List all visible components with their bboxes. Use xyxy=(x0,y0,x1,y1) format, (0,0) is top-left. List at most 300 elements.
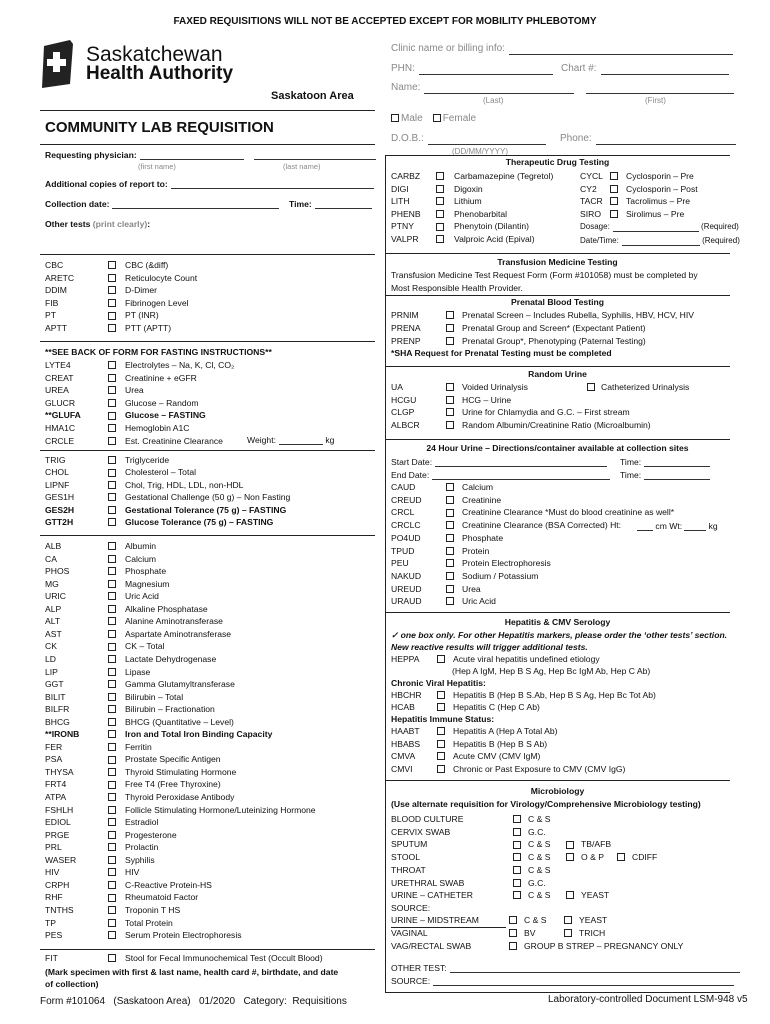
start-date-field[interactable] xyxy=(435,466,607,467)
test-checkbox[interactable] xyxy=(108,592,116,600)
urine24-label: Uric Acid xyxy=(462,596,496,607)
test-checkbox[interactable] xyxy=(108,469,116,477)
micro-option: C & S xyxy=(528,864,551,875)
test-row[interactable] xyxy=(45,480,243,490)
test-checkbox[interactable] xyxy=(108,542,116,550)
test-checkbox[interactable] xyxy=(108,668,116,676)
test-code: PHOS xyxy=(45,566,70,577)
datetime-required: (Required) xyxy=(702,236,740,245)
hep-code: HAABT xyxy=(391,726,420,736)
test-row[interactable] xyxy=(45,830,177,840)
test-row[interactable] xyxy=(45,754,221,764)
test-code: URIC xyxy=(45,591,67,602)
micro-option: G.C. xyxy=(528,877,546,888)
urine24-checkbox[interactable] xyxy=(446,483,454,491)
tdm-checkbox[interactable] xyxy=(610,197,618,205)
cm-label: cm Wt: xyxy=(655,521,683,531)
prenatal-row[interactable] xyxy=(391,336,646,346)
test-label: Gestational Tolerance (75 g) – FASTING xyxy=(125,504,287,515)
micro-checkbox[interactable] xyxy=(566,841,574,849)
weight-label: Weight: xyxy=(247,435,276,445)
test-checkbox[interactable] xyxy=(108,868,116,876)
physician-first-field[interactable] xyxy=(140,159,244,160)
hep-note-2: New reactive results will trigger additional tests. xyxy=(391,642,588,652)
hep-checkbox[interactable] xyxy=(437,703,445,711)
urine24-label: Protein Electrophoresis xyxy=(462,558,551,569)
transfusion-title: Transfusion Medicine Testing xyxy=(497,257,618,267)
test-checkbox[interactable] xyxy=(108,643,116,651)
urine24-row[interactable] xyxy=(391,584,481,594)
prenatal-label: Prenatal Group*, Phenotyping (Paternal Testing) xyxy=(462,335,646,346)
test-row[interactable] xyxy=(45,918,173,928)
test-checkbox[interactable] xyxy=(108,617,116,625)
tdm-row[interactable] xyxy=(391,196,482,206)
test-code: BHCG xyxy=(45,716,70,727)
test-row[interactable] xyxy=(45,892,198,902)
micro-row[interactable] xyxy=(391,878,566,888)
test-row[interactable] xyxy=(45,260,168,270)
copies-field[interactable] xyxy=(171,188,374,189)
micro-row[interactable] xyxy=(391,865,566,875)
urine24-row[interactable] xyxy=(391,507,674,517)
phn-field[interactable] xyxy=(419,74,553,75)
prenatal-checkbox[interactable] xyxy=(446,337,454,345)
hep-title: Hepatitis & CMV Serology xyxy=(504,617,611,627)
test-row[interactable] xyxy=(45,717,234,727)
trich-label: TRICH xyxy=(579,928,606,938)
test-checkbox[interactable] xyxy=(108,718,116,726)
test-row[interactable] xyxy=(45,604,208,614)
test-code: GES1H xyxy=(45,492,75,503)
test-row[interactable] xyxy=(45,930,242,940)
urine24-code: UREUD xyxy=(391,583,422,594)
micro-checkbox[interactable] xyxy=(513,815,521,823)
micro-checkbox[interactable] xyxy=(513,841,521,849)
fit-checkbox[interactable] xyxy=(108,954,116,962)
test-row[interactable] xyxy=(45,360,234,370)
test-checkbox[interactable] xyxy=(108,906,116,914)
test-row[interactable] xyxy=(45,792,234,802)
test-row[interactable] xyxy=(45,679,235,689)
test-checkbox[interactable] xyxy=(108,299,116,307)
tdm-row[interactable] xyxy=(580,209,684,219)
tdm-row[interactable] xyxy=(391,171,553,181)
urine24-checkbox[interactable] xyxy=(446,496,454,504)
micro-checkbox[interactable] xyxy=(513,891,521,899)
test-checkbox[interactable] xyxy=(108,881,116,889)
test-checkbox[interactable] xyxy=(108,324,116,332)
physician-last-field[interactable] xyxy=(254,159,376,160)
test-row[interactable] xyxy=(45,436,223,446)
urine24-checkbox[interactable] xyxy=(446,547,454,555)
hep-row[interactable] xyxy=(391,690,656,700)
test-checkbox[interactable] xyxy=(108,567,116,575)
test-checkbox[interactable] xyxy=(108,781,116,789)
tdm-row[interactable] xyxy=(580,196,690,206)
test-row[interactable] xyxy=(45,323,171,333)
test-checkbox[interactable] xyxy=(108,655,116,663)
test-checkbox[interactable] xyxy=(108,481,116,489)
urine24-checkbox[interactable] xyxy=(446,509,454,517)
first-name-field[interactable] xyxy=(586,93,734,94)
test-row[interactable] xyxy=(45,616,223,626)
end-time-label: Time: xyxy=(620,470,642,480)
test-row[interactable] xyxy=(45,566,166,576)
test-checkbox[interactable] xyxy=(108,856,116,864)
prenatal-checkbox[interactable] xyxy=(446,311,454,319)
tdm-row[interactable] xyxy=(580,184,698,194)
micro-option: O & P xyxy=(581,852,604,863)
clinic-field[interactable] xyxy=(509,54,733,55)
test-code: UREA xyxy=(45,385,69,396)
micro-specimen: URETHRAL SWAB xyxy=(391,877,465,888)
micro-row[interactable] xyxy=(391,852,668,862)
test-code: PRL xyxy=(45,842,62,853)
test-code: WASER xyxy=(45,854,77,865)
test-code: CREAT xyxy=(45,372,74,383)
test-row[interactable] xyxy=(45,641,165,651)
test-checkbox[interactable] xyxy=(108,605,116,613)
test-code: ALB xyxy=(45,541,62,551)
urine-row[interactable] xyxy=(391,395,511,405)
other-source-field[interactable] xyxy=(433,985,734,986)
tdm-checkbox[interactable] xyxy=(436,172,444,180)
chart-field[interactable] xyxy=(601,74,729,75)
test-checkbox[interactable] xyxy=(108,286,116,294)
test-row[interactable] xyxy=(45,554,156,564)
urine24-row[interactable] xyxy=(391,546,489,556)
urine24-title: 24 Hour Urine – Directions/container available at collection sites xyxy=(426,443,689,453)
urine24-code: CAUD xyxy=(391,482,416,492)
test-row[interactable] xyxy=(45,767,236,777)
end-time-field[interactable] xyxy=(644,479,710,480)
tdm-checkbox[interactable] xyxy=(436,197,444,205)
tdm-checkbox[interactable] xyxy=(436,235,444,243)
hep-label: Hepatitis B (Hep B S.Ab, Hep B S Ag, Hep Bc Tot Ab) xyxy=(453,690,656,700)
test-row[interactable] xyxy=(45,729,272,739)
test-row[interactable] xyxy=(45,629,231,639)
test-label: PTT (APTT) xyxy=(125,323,172,333)
kg24-label: kg xyxy=(708,521,718,531)
vag-rectal-label: VAG/RECTAL SWAB xyxy=(391,941,472,951)
phone-label: Phone: xyxy=(560,133,592,144)
hep-code: HBCHR xyxy=(391,690,422,700)
test-checkbox[interactable] xyxy=(108,374,116,382)
hep-row[interactable] xyxy=(391,726,557,736)
trich-checkbox[interactable] xyxy=(564,929,572,937)
tdm-row[interactable] xyxy=(391,234,535,244)
urine24-label: Creatinine Clearance *Must do blood creatinine as well* xyxy=(462,507,675,518)
test-row[interactable] xyxy=(45,273,197,283)
cath-checkbox[interactable] xyxy=(587,383,595,391)
prenatal-row[interactable] xyxy=(391,310,694,320)
test-checkbox[interactable] xyxy=(108,424,116,432)
urine-row[interactable] xyxy=(391,407,630,417)
hep-checkbox[interactable] xyxy=(437,691,445,699)
test-row[interactable] xyxy=(45,505,286,515)
height-field[interactable] xyxy=(637,530,653,531)
micro-checkbox[interactable] xyxy=(513,879,521,887)
top-notice: FAXED REQUISITIONS WILL NOT BE ACCEPTED EXCEPT FOR MOBILITY PHLEBOTOMY xyxy=(173,16,597,27)
hep-row[interactable] xyxy=(391,702,540,712)
test-row[interactable] xyxy=(45,398,199,408)
test-code: FSHLH xyxy=(45,804,74,815)
tdm-checkbox[interactable] xyxy=(610,210,618,218)
urine-row[interactable] xyxy=(391,420,651,430)
test-row[interactable] xyxy=(45,410,206,420)
urine24-row[interactable] xyxy=(391,533,503,543)
end-date-field[interactable] xyxy=(432,479,610,480)
start-time-field[interactable] xyxy=(644,466,710,467)
hep-label: Hepatitis C (Hep C Ab) xyxy=(453,702,540,713)
test-row[interactable] xyxy=(45,704,215,714)
test-label: Bilirubin – Total xyxy=(125,691,184,702)
test-row[interactable] xyxy=(45,779,221,789)
test-code: DDIM xyxy=(45,285,67,296)
test-label: Lipase xyxy=(125,666,151,677)
prenatal-row[interactable] xyxy=(391,323,645,333)
test-row[interactable] xyxy=(45,817,158,827)
hep-checkbox[interactable] xyxy=(437,765,445,773)
dosage-field[interactable] xyxy=(613,231,699,232)
transfusion-text-2: Most Responsible Health Provider. xyxy=(391,283,523,293)
tdm-row[interactable] xyxy=(391,221,529,231)
midstream-yeast-checkbox[interactable] xyxy=(564,916,572,924)
bv-checkbox[interactable] xyxy=(509,929,517,937)
last-name-field[interactable] xyxy=(424,93,574,94)
micro-checkbox[interactable] xyxy=(513,853,521,861)
other-test-field[interactable] xyxy=(450,972,740,973)
micro-row[interactable] xyxy=(391,839,617,849)
urine24-label: Phosphate xyxy=(462,532,504,543)
tdm-row[interactable] xyxy=(580,171,694,181)
test-label: Syphilis xyxy=(125,854,155,865)
tdm-label: Lithium xyxy=(454,196,482,207)
test-checkbox[interactable] xyxy=(108,843,116,851)
datetime-field[interactable] xyxy=(622,245,700,246)
micro-row[interactable] xyxy=(391,827,566,837)
hep-row[interactable] xyxy=(391,751,540,761)
tdm-checkbox[interactable] xyxy=(436,210,444,218)
urine24-row[interactable] xyxy=(391,558,551,568)
tdm-checkbox[interactable] xyxy=(610,172,618,180)
test-checkbox[interactable] xyxy=(108,493,116,501)
test-code: EDIOL xyxy=(45,817,71,828)
test-row[interactable] xyxy=(45,742,152,752)
micro-checkbox[interactable] xyxy=(566,891,574,899)
test-checkbox[interactable] xyxy=(108,261,116,269)
test-checkbox[interactable] xyxy=(108,399,116,407)
urine24-checkbox[interactable] xyxy=(446,572,454,580)
test-label: Alkaline Phosphatase xyxy=(125,603,208,614)
test-checkbox[interactable] xyxy=(108,680,116,688)
weight-field[interactable] xyxy=(279,444,323,445)
test-checkbox[interactable] xyxy=(108,693,116,701)
test-checkbox[interactable] xyxy=(108,630,116,638)
micro-source-label: SOURCE: xyxy=(391,903,431,913)
test-checkbox[interactable] xyxy=(108,793,116,801)
test-checkbox[interactable] xyxy=(108,831,116,839)
urine24-row[interactable] xyxy=(391,520,621,530)
test-checkbox[interactable] xyxy=(108,518,116,526)
tdm-checkbox[interactable] xyxy=(436,223,444,231)
test-checkbox[interactable] xyxy=(108,580,116,588)
tdm-row[interactable] xyxy=(391,209,507,219)
logo-mark-icon xyxy=(40,38,75,90)
test-checkbox[interactable] xyxy=(108,806,116,814)
test-checkbox[interactable] xyxy=(108,818,116,826)
urine24-code: CREUD xyxy=(391,494,422,505)
urine24-checkbox[interactable] xyxy=(446,597,454,605)
test-row[interactable] xyxy=(45,455,169,465)
test-code: PES xyxy=(45,930,63,941)
test-row[interactable] xyxy=(45,805,316,815)
test-code: BILFR xyxy=(45,704,70,715)
micro-row[interactable] xyxy=(391,890,617,900)
test-checkbox[interactable] xyxy=(108,412,116,420)
test-code: TP xyxy=(45,917,56,928)
test-label: D-Dimer xyxy=(125,285,157,296)
urine-checkbox[interactable] xyxy=(446,408,454,416)
test-label: CBC (&diff) xyxy=(125,260,169,270)
urine-checkbox[interactable] xyxy=(446,396,454,404)
micro-checkbox[interactable] xyxy=(617,853,625,861)
test-row[interactable] xyxy=(45,905,180,915)
test-row[interactable] xyxy=(45,517,273,527)
tdm-code: VALPR xyxy=(391,234,419,244)
collection-field[interactable] xyxy=(112,208,279,209)
test-checkbox[interactable] xyxy=(108,386,116,394)
test-checkbox[interactable] xyxy=(108,361,116,369)
micro-checkbox[interactable] xyxy=(513,828,521,836)
test-checkbox[interactable] xyxy=(108,756,116,764)
test-row[interactable] xyxy=(45,423,190,433)
test-row[interactable] xyxy=(45,298,189,308)
test-row[interactable] xyxy=(45,591,159,601)
prenatal-checkbox[interactable] xyxy=(446,324,454,332)
urine24-row[interactable] xyxy=(391,495,501,505)
test-checkbox[interactable] xyxy=(108,437,116,445)
micro-row[interactable] xyxy=(391,814,566,824)
micro-checkbox[interactable] xyxy=(513,866,521,874)
test-row[interactable] xyxy=(45,880,212,890)
hep-row[interactable] xyxy=(391,739,547,749)
urine-checkbox[interactable] xyxy=(446,383,454,391)
test-checkbox[interactable] xyxy=(108,456,116,464)
other-tests-hint: (print clearly) xyxy=(92,219,148,229)
test-checkbox[interactable] xyxy=(108,768,116,776)
hep-checkbox[interactable] xyxy=(437,740,445,748)
tdm-code: CARBZ xyxy=(391,171,421,181)
gbs-checkbox[interactable] xyxy=(509,942,517,950)
tdm-label: Carbamazepine (Tegretol) xyxy=(454,171,554,181)
time-field[interactable] xyxy=(315,208,372,209)
test-code: CHOL xyxy=(45,467,69,478)
other-test-label: OTHER TEST: xyxy=(391,963,447,973)
test-label: Follicle Stimulating Hormone/Luteinizing Hormone xyxy=(125,804,316,815)
urine24-row[interactable] xyxy=(391,482,493,492)
test-row[interactable] xyxy=(45,467,196,477)
test-code: PT xyxy=(45,310,56,321)
urine24-row[interactable] xyxy=(391,596,496,606)
dob-field[interactable] xyxy=(428,144,546,145)
phone-field[interactable] xyxy=(596,144,736,145)
test-code: ALT xyxy=(45,616,61,627)
urine24-row[interactable] xyxy=(391,571,538,581)
hep-note-1: ✓ one box only. For other Hepatitis markers, please order the ‘other tests’ section. xyxy=(391,630,728,640)
tdm-label: Phenobarbital xyxy=(454,208,508,219)
test-checkbox[interactable] xyxy=(108,730,116,738)
tdm-label: Cyclosporin – Pre xyxy=(626,171,694,181)
urine24-checkbox[interactable] xyxy=(446,521,454,529)
heppa-checkbox[interactable] xyxy=(437,655,445,663)
midstream-cs-checkbox[interactable] xyxy=(509,916,517,924)
micro-specimen: BLOOD CULTURE xyxy=(391,814,464,824)
tdm-checkbox[interactable] xyxy=(610,185,618,193)
test-code: **GLUFA xyxy=(45,410,81,421)
test-row[interactable] xyxy=(45,285,157,295)
tdm-checkbox[interactable] xyxy=(436,185,444,193)
male-checkbox[interactable] xyxy=(391,114,399,122)
test-row[interactable] xyxy=(45,492,290,502)
test-checkbox[interactable] xyxy=(108,274,116,282)
test-row[interactable] xyxy=(45,654,216,664)
urine-checkbox[interactable] xyxy=(446,421,454,429)
female-checkbox[interactable] xyxy=(433,114,441,122)
test-checkbox[interactable] xyxy=(108,555,116,563)
chronic-label: Chronic Viral Hepatitis: xyxy=(391,678,486,688)
weight24-field[interactable] xyxy=(684,530,706,531)
test-label: Albumin xyxy=(125,541,157,551)
test-row[interactable] xyxy=(45,867,139,877)
hep-code: HBABS xyxy=(391,738,421,749)
test-label: Thyroid Peroxidase Antibody xyxy=(125,792,235,802)
test-checkbox[interactable] xyxy=(108,743,116,751)
test-row[interactable] xyxy=(45,579,169,589)
urine-row[interactable] xyxy=(391,382,528,392)
test-code: RHF xyxy=(45,892,63,903)
hep-checkbox[interactable] xyxy=(437,727,445,735)
urine24-checkbox[interactable] xyxy=(446,585,454,593)
urine24-checkbox[interactable] xyxy=(446,559,454,567)
urine24-label: Urea xyxy=(462,583,481,594)
test-row[interactable] xyxy=(45,310,159,320)
urine24-checkbox[interactable] xyxy=(446,534,454,542)
test-code: ALP xyxy=(45,603,62,614)
urine24-label: Protein xyxy=(462,545,490,556)
urine24-code: PO4UD xyxy=(391,532,421,543)
test-code: CA xyxy=(45,553,57,564)
test-checkbox[interactable] xyxy=(108,919,116,927)
micro-option: TB/AFB xyxy=(581,839,612,850)
hep-checkbox[interactable] xyxy=(437,752,445,760)
test-row[interactable] xyxy=(45,855,155,865)
test-checkbox[interactable] xyxy=(108,931,116,939)
micro-checkbox[interactable] xyxy=(566,853,574,861)
test-checkbox[interactable] xyxy=(108,705,116,713)
test-row[interactable] xyxy=(45,692,183,702)
test-checkbox[interactable] xyxy=(108,506,116,514)
tdm-row[interactable] xyxy=(391,184,483,194)
test-row[interactable] xyxy=(45,373,197,383)
test-row[interactable] xyxy=(45,541,156,551)
test-row[interactable] xyxy=(45,842,158,852)
test-checkbox[interactable] xyxy=(108,894,116,902)
test-checkbox[interactable] xyxy=(108,312,116,320)
test-row[interactable] xyxy=(45,385,144,395)
test-row[interactable] xyxy=(45,667,150,677)
hep-row[interactable] xyxy=(391,764,625,774)
